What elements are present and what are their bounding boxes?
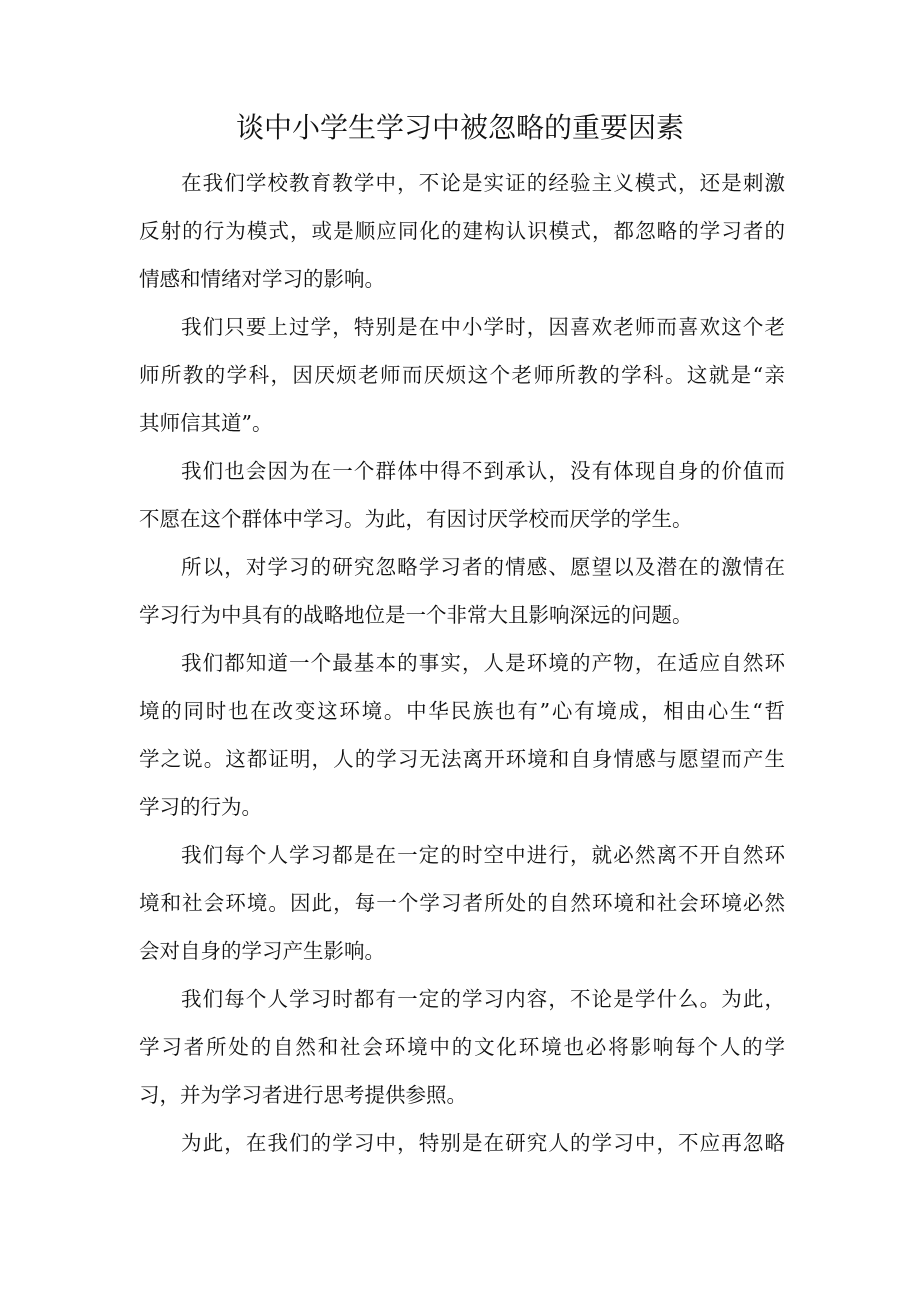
text-line: 学之说。这都证明，人的学习无法离开环境和自身情感与愿望而产生: [139, 747, 785, 771]
text-line: 在我们学校教育教学中，不论是实证的经验主义模式，还是刺激: [181, 171, 785, 195]
document-body: [139, 159, 785, 1167]
text-line: 我们也会因为在一个群体中得不到承认，没有体现自身的价值而: [181, 459, 785, 483]
text-line: 所以，对学习的研究忽略学习者的情感、愿望以及潜在的激情在: [181, 555, 785, 579]
text-line: 境和社会环境。因此，每一个学习者所处的自然环境和社会环境必然: [139, 891, 785, 915]
text-line: 不愿在这个群体中学习。为此，有因讨厌学校而厌学的学生。: [139, 507, 693, 531]
text-line: 我们每个人学习都是在一定的时空中进行，就必然离不开自然环: [181, 843, 785, 867]
paragraph-3: [139, 447, 785, 543]
paragraph-5: [139, 639, 785, 831]
text-line: 学习行为中具有的战略地位是一个非常大且影响深远的问题。: [139, 603, 693, 627]
paragraph-1: [139, 159, 785, 303]
text-line: 其师信其道”。: [139, 411, 273, 435]
text-line: 学习者所处的自然和社会环境中的文化环境也必将影响每个人的学: [139, 1035, 785, 1059]
paragraph-7: [139, 975, 785, 1119]
text-line: 习，并为学习者进行思考提供参照。: [139, 1083, 467, 1107]
paragraph-8: [139, 1119, 785, 1167]
text-line: 情感和情绪对学习的影响。: [139, 267, 385, 291]
text-line: 我们只要上过学，特别是在中小学时，因喜欢老师而喜欢这个老: [181, 315, 785, 339]
text-line: 学习的行为。: [139, 795, 262, 819]
text-line: 为此，在我们的学习中，特别是在研究人的学习中，不应再忽略: [181, 1131, 785, 1155]
text-line: 反射的行为模式，或是顺应同化的建构认识模式，都忽略的学习者的: [139, 219, 785, 243]
text-line: 师所教的学科，因厌烦老师而厌烦这个老师所教的学科。这就是“亲: [139, 363, 785, 387]
document-title: 谈中小学生学习中被忽略的重要因素: [235, 111, 684, 144]
text-line: 境的同时也在改变这环境。中华民族也有”心有境成，相由心生“哲: [139, 699, 785, 723]
paragraph-2: [139, 303, 785, 447]
text-line: 会对自身的学习产生影响。: [139, 939, 385, 963]
paragraph-4: [139, 543, 785, 639]
text-line: 我们都知道一个最基本的事实，人是环境的产物，在适应自然环: [181, 651, 785, 675]
text-line: 我们每个人学习时都有一定的学习内容，不论是学什么。为此，: [181, 987, 785, 1011]
paragraph-6: [139, 831, 785, 975]
